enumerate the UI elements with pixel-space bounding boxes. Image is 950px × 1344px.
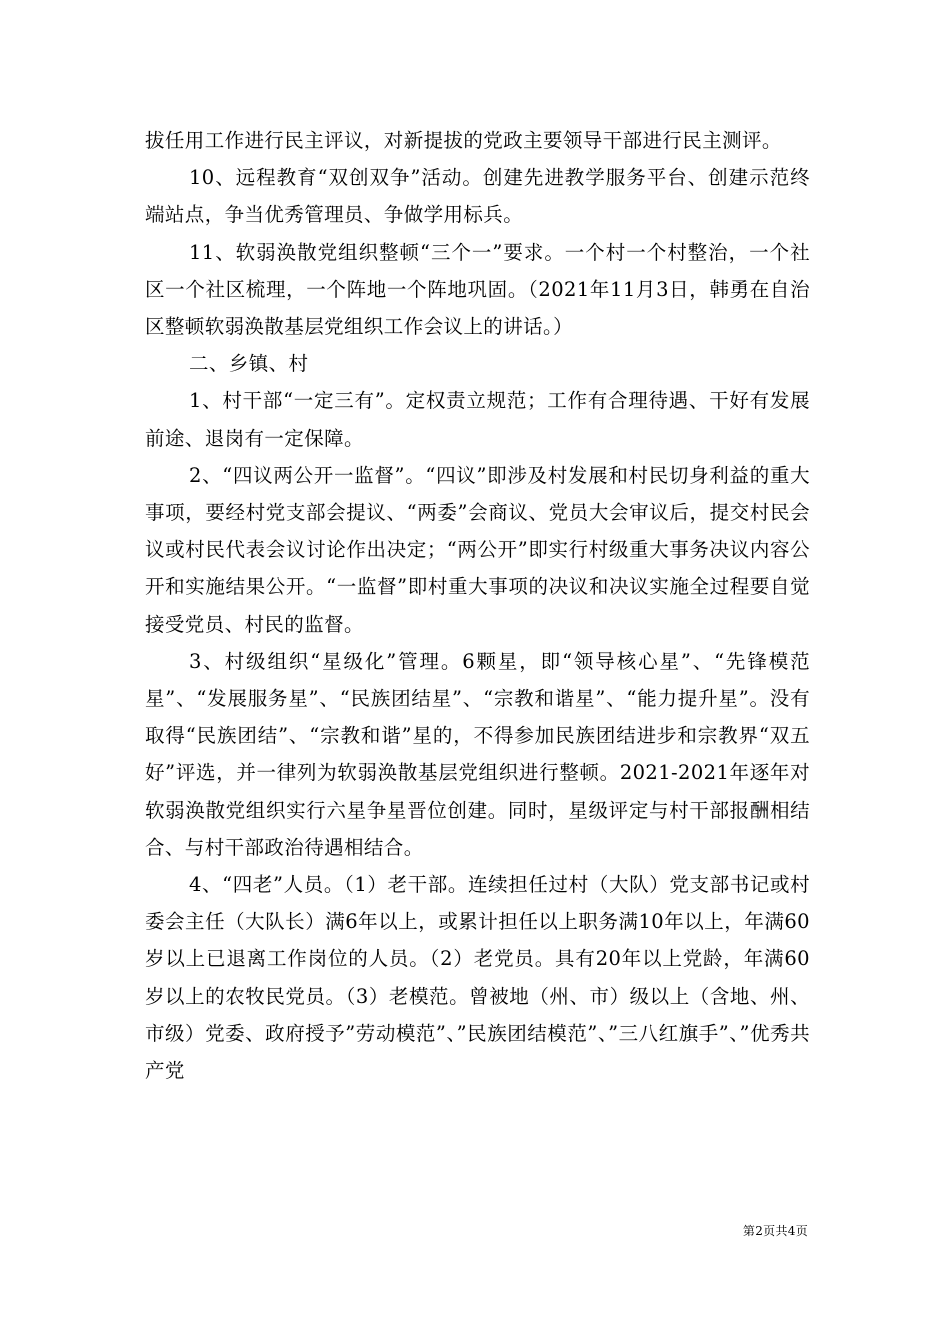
paragraph-item-11: 11、软弱涣散党组织整顿“三个一”要求。一个村一个村整治，一个社区一个社区梳理，一个阵地一个阵地巩固。（2021年11月3日，韩勇在自治区整顿软弱涣散基层党组织工作会议上的讲话。） [145,240,810,339]
paragraph-village-2: 2、“四议两公开一监督”。“四议”即涉及村发展和村民切身利益的重大事项，要经村党支部会提议、“两委”会商议、党员大会审议后，提交村民会议或村民代表会议讨论作出决定；“两公开”即实行村级重大事务决议内容公开和实施结果公开。“一监督”即村重大事项的决议和决议实施全过程要自觉接受党员、村民的监督。 [145,463,810,636]
paragraph-village-4: 4、“四老”人员。（1）老干部。连续担任过村（大队）党支部书记或村委会主任（大队长）满6年以上，或累计担任以上职务满10年以上，年满60岁以上已退离工作岗位的人员。（2）老党员。具有20年以上党龄，年满60岁以上的农牧民党员。（3）老模范。曾被地（州、市）级以上（含地、州、市级）党委、政府授予”劳动模范”、”民族团结模范”、”三八红旗手”、”优秀共产党 [145,873,810,1083]
paragraph-village-1: 1、村干部“一定三有”。定权责立规范；工作有合理待遇、干好有发展前途、退岗有一定保障。 [145,389,810,450]
paragraph-continuation: 拔任用工作进行民主评议，对新提拔的党政主要领导干部进行民主测评。 [145,129,782,152]
document-body [145,122,810,1089]
page-number-footer: 第2页共4页 [742,1224,808,1238]
section-heading: 二、乡镇、村 [189,352,309,376]
paragraph-village-3: 3、村级组织“星级化”管理。6颗星，即“领导核心星”、“先锋模范星”、“发展服务星”、“民族团结星”、“宗教和谐星”、“能力提升星”。没有取得“民族团结”、“宗教和谐”星的，不得参加民族团结进步和宗教界“双五好”评选，并一律列为软弱涣散基层党组织进行整顿。2021-2021年逐年对软弱涣散党组织实行六星争星晋位创建。同时，星级评定与村干部报酬相结合、与村干部政治待遇相结合。 [145,649,810,859]
paragraph-item-10: 10、远程教育“双创双争”活动。创建先进教学服务平台、创建示范终端站点，争当优秀管理员、争做学用标兵。 [145,166,810,227]
